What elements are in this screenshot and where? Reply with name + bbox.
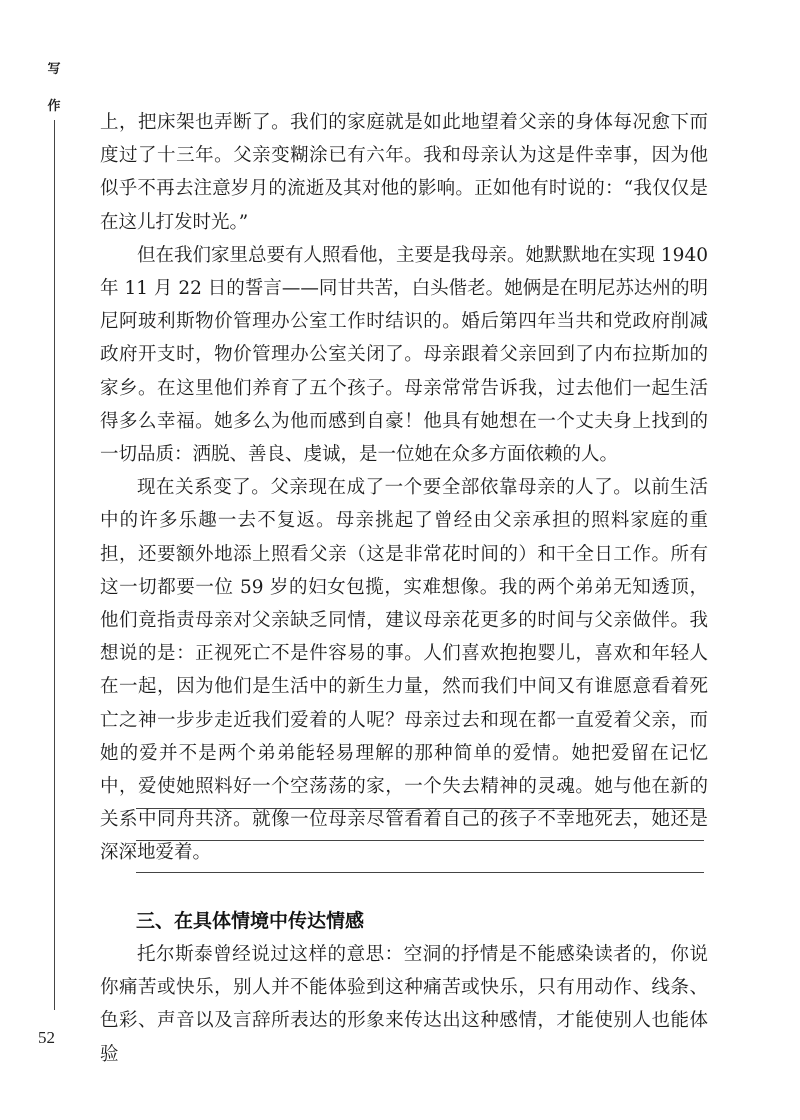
writing-line	[136, 808, 704, 809]
page-number: 52	[38, 1028, 55, 1047]
body-text	[100, 106, 708, 870]
paragraph-1: 上，把床架也弄断了。我们的家庭就是如此地望着父亲的身体每况愈下而度过了十三年。父亲变糊涂已有六年。我和母亲认为这是件幸事，因为他似乎不再去注意岁月的流逝及其对他的影响。正如他有时说的：“我仅仅是在这儿打发时光。”	[100, 112, 708, 233]
writing-lines	[136, 808, 704, 904]
sidebar-rule	[54, 120, 55, 1010]
writing-line	[136, 840, 704, 841]
sidebar-char-top: 写	[47, 62, 61, 77]
writing-line	[136, 872, 704, 873]
paragraph-3: 现在关系变了。父亲现在成了一个要全部依靠母亲的人了。以前生活中的许多乐趣一去不复返。母亲挑起了曾经由父亲承担的照料家庭的重担，还要额外地添上照看父亲（这是非常花时间的）和干全日工作。所有这一切都要一位 59 岁的妇女包揽，实难想像。我的两个弟弟无知透顶，他们竟指责母亲对父亲缺乏同情，建议母亲花更多的时间与父亲做伴。我想说的是：正视死亡不是件容易的事。人们喜欢抱抱婴儿，喜欢和年轻人在一起，因为他们是生活中的新生力量，然而我们中间又有谁愿意看着死亡之神一步步走近我们爱着的人呢？母亲过去和现在都一直爱着父亲，而她的爱并不是两个弟弟能轻易理解的那种简单的爱情。她把爱留在记忆中，爱使她照料好一个空荡荡的家，一个失去精神的灵魂。她与他在新的关系中同舟共济。就像一位母亲尽管看着自己的孩子不幸地死去，她还是深深地爱着。	[100, 477, 708, 864]
sidebar-char-bottom: 作	[47, 99, 61, 114]
section-title: 三、在具体情境中传达情感	[136, 910, 365, 932]
section-body	[100, 938, 708, 1071]
paragraph-2: 但在我们家里总要有人照看他，主要是我母亲。她默默地在实现 1940 年 11 月 22 日的誓言——同甘共苦，白头偕老。她俩是在明尼苏达州的明尼阿玻利斯物价管理办公室工作时结识的。婚后第四年当共和党政府削减政府开支时，物价管理办公室关闭了。母亲跟着父亲回到了内布拉斯加的家乡。在这里他们养育了五个孩子。母亲常常告诉我，过去他们一起生活得多么幸福。她多么为他而感到自豪！他具有她想在一个丈夫身上找到的一切品质：洒脱、善良、虔诚，是一位她在众多方面依赖的人。	[100, 244, 708, 466]
section-paragraph: 托尔斯泰曾经说过这样的意思：空洞的抒情是不能感染读者的，你说你痛苦或快乐，别人并不能体验到这种痛苦或快乐，只有用动作、线条、色彩、声音以及言辞所表达的形象来传达出这种感情，才能使别人也能体验	[100, 944, 708, 1065]
